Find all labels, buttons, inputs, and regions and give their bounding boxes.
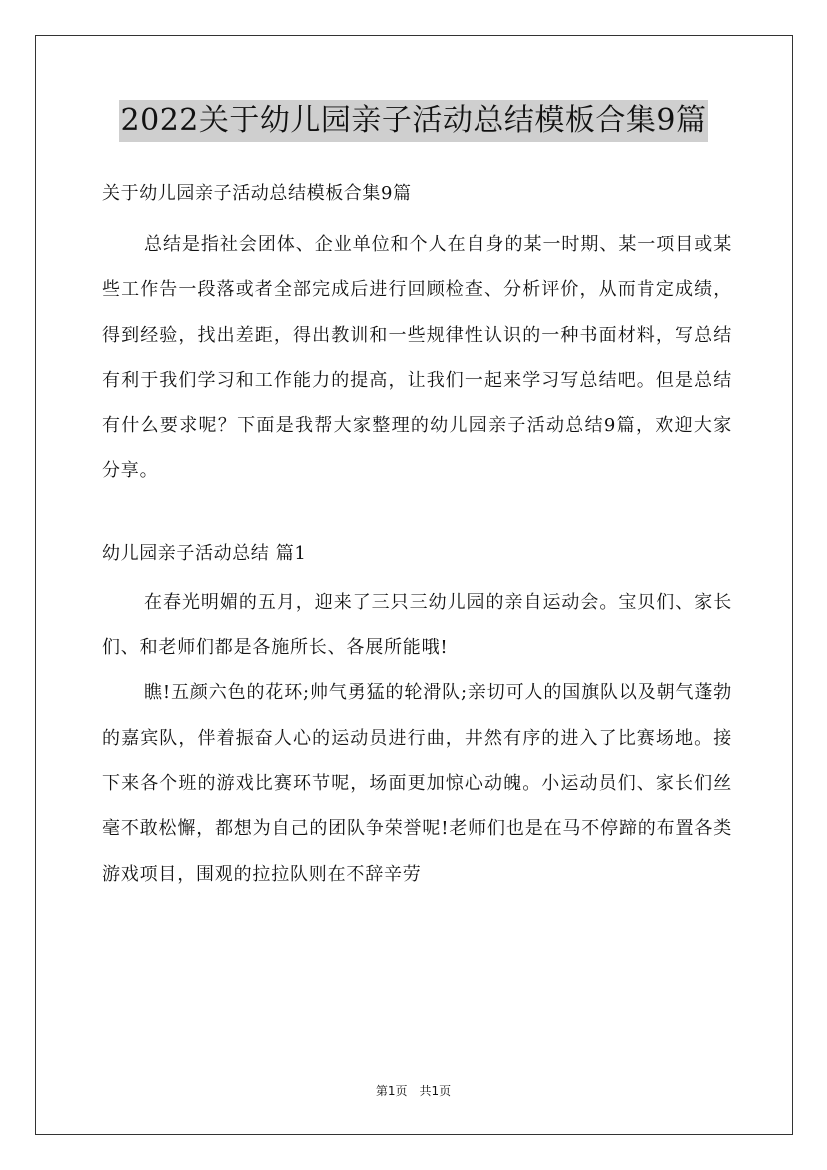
document-title: 2022关于幼儿园亲子活动总结模板合集9篇 <box>119 100 709 142</box>
title-wrapper <box>0 100 827 142</box>
body-paragraph: 在春光明媚的五月，迎来了三只三幼儿园的亲自运动会。宝贝们、家长们、和老师们都是各施所长、各展所能哦! <box>102 591 732 659</box>
document-body <box>102 176 732 897</box>
document-subtitle: 关于幼儿园亲子活动总结模板合集9篇 <box>102 183 412 204</box>
body-paragraph: 瞧!五颜六色的花环;帅气勇猛的轮滑队;亲切可人的国旗队以及朝气蓬勃的嘉宾队，伴着振奋人心的运动员进行曲，井然有序的进入了比赛场地。接下来各个班的游戏比赛环节呢，场面更加惊心动魄。小运动员们、家长们丝毫不敢松懈，都想为自己的团队争荣誉呢!老师们也是在马不停蹄的布置各类游戏项目，围观的拉拉队则在不辞辛劳 <box>102 682 732 885</box>
section-heading: 幼儿园亲子活动总结 篇1 <box>102 542 307 564</box>
intro-paragraph: 总结是指社会团体、企业单位和个人在自身的某一时期、某一项目或某些工作告一段落或者全部完成后进行回顾检查、分析评价，从而肯定成绩，得到经验，找出差距，得出教训和一些规律性认识的一种书面材料，写总结有利于我们学习和工作能力的提高，让我们一起来学习写总结吧。但是总结有什么要求呢？下面是我帮大家整理的幼儿园亲子活动总结9篇，欢迎大家分享。 <box>102 234 732 482</box>
page-footer: 第1页 共1页 <box>375 1084 452 1098</box>
